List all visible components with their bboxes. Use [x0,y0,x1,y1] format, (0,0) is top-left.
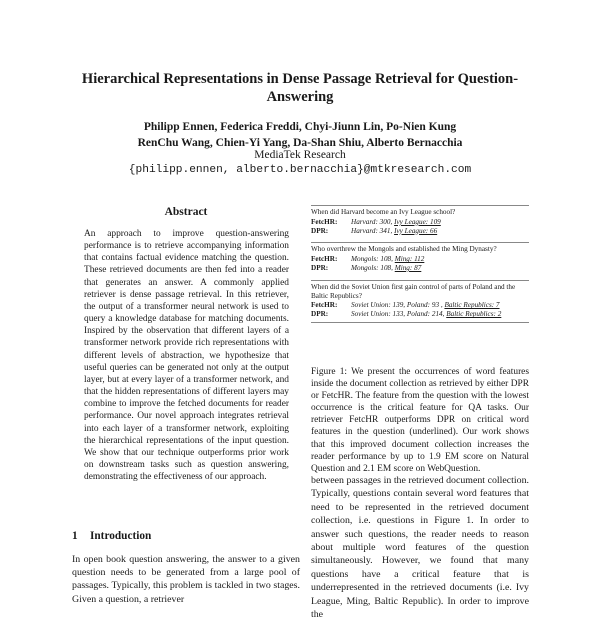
section-title: Introduction [90,530,152,542]
figure-1-caption: Figure 1: We present the occurrences of word features inside the document collection as retrieved by either DPR or FetcHR. The feature from the question with the lowest occurrence is the critical feature for QA tasks. Our retriever FetcHR outperforms DPR on critical word features in the question (underlined). Our work shows that this improved document collection increases the reader performance by up to 1.9 EM score on Natural Question and 2.1 EM score on WebQuestion. [311,367,529,474]
dpr-critical-feature: Baltic Republics: 2 [446,310,502,319]
example-question: When did Harvard become an Ivy League school? [311,208,456,216]
fetchhr-counts: Mongols: 108, [351,255,395,264]
figure-example [311,205,529,243]
dpr-row [311,227,529,236]
dpr-critical-feature: Ivy League: 66 [394,226,438,235]
fetchhr-label: FetcHR: [311,217,338,226]
fetchhr-critical-feature: Baltic Republics: 7 [444,301,500,310]
dpr-counts: Mongols: 108, [351,263,395,272]
dpr-row [311,310,529,319]
figure-example [311,281,529,323]
authors-line-1: Philipp Ennen, Federica Freddi, Chyi-Jiunn Lin, Po-Nien Kung [143,121,457,133]
body-text-right-column: between passages in the retrieved document collection. Typically, questions contain several word features that need to be represented in the retrieved document collection, i.e. questions in Figure 1. In order to answer such questions, the reader needs to reason about multiple word features of the question simultaneously. However, we found that many questions have a critical feature that is underrepresented in the retrieved documents (i.e. Ivy League, Ming, Baltic Republic). In order to improve the [311,475,529,621]
fetchhr-counts: Harvard: 300, [351,217,395,226]
author-list [60,119,540,151]
affiliation: MediaTek Research [254,149,346,161]
example-question: Who overthrew the Mongols and established the Ming Dynasty? [311,245,497,254]
fetchhr-counts: Soviet Union: 139, Poland: 93 , [351,301,445,310]
dpr-row [311,264,529,273]
fetchhr-label: FetcHR: [311,255,338,264]
paper-title: Hierarchical Representations in Dense Passage Retrieval for Question-Answering [81,71,519,105]
fetchhr-critical-feature: Ivy League: 109 [394,217,441,226]
dpr-label: DPR: [311,263,329,272]
dpr-label: DPR: [311,226,329,235]
abstract-text: An approach to improve question-answering performance is to retrieve accompanying information that contains factual evidence matching the question. These retrieved documents are then fed into a reader that generates an answer. A commonly applied retriever is dense passage retrieval. In this retriever, the output of a transformer neural network is used to query a knowledge database for matching documents. Inspired by the observation that different layers of a transformer network provide rich representations with different levels of abstraction, we hypothesize that useful queries can be generated not only at the output layer, but at every layer of a transformer network, and that the hidden representations of different layers may combine to improve the fetched documents for reader performance. Our novel approach integrates retrieval into each layer of a transformer network, exploiting the hierarchical representations of the input question. We show that our technique outperforms prior work on downstream tasks such as question answering, demonstrating the effectiveness of our approach. [84,229,289,483]
fetchhr-critical-feature: Ming: 112 [394,255,425,264]
example-question: When did the Soviet Union first gain control of parts of Poland and the Baltic Republics? [311,282,516,300]
fetchhr-label: FetcHR: [311,301,338,310]
figure-example [311,243,529,280]
figure-1-examples [311,205,529,323]
dpr-counts: Harvard: 341, [351,226,395,235]
authors-line-2: RenChu Wang, Chien-Yi Yang, Da-Shan Shiu, Alberto Bernacchia [137,137,463,149]
fetchhr-row [311,218,529,227]
section-heading-introduction [72,530,151,542]
abstract-heading: Abstract [164,206,208,218]
dpr-label: DPR: [311,310,329,319]
fetchhr-row [311,255,529,264]
fetchhr-row [311,301,529,310]
author-email: {philipp.ennen, alberto.bernacchia}@mtkresearch.com [128,164,472,176]
dpr-critical-feature: Ming: 87 [394,263,422,272]
introduction-text: In open book question answering, the answer to a given question needs to be generated from a large pool of passages. Typically, this problem is tackled in two stages. Given a question, a retriever [72,554,300,605]
dpr-counts: Soviet Union: 133, Poland: 214, [351,310,447,319]
section-number: 1 [72,530,78,542]
